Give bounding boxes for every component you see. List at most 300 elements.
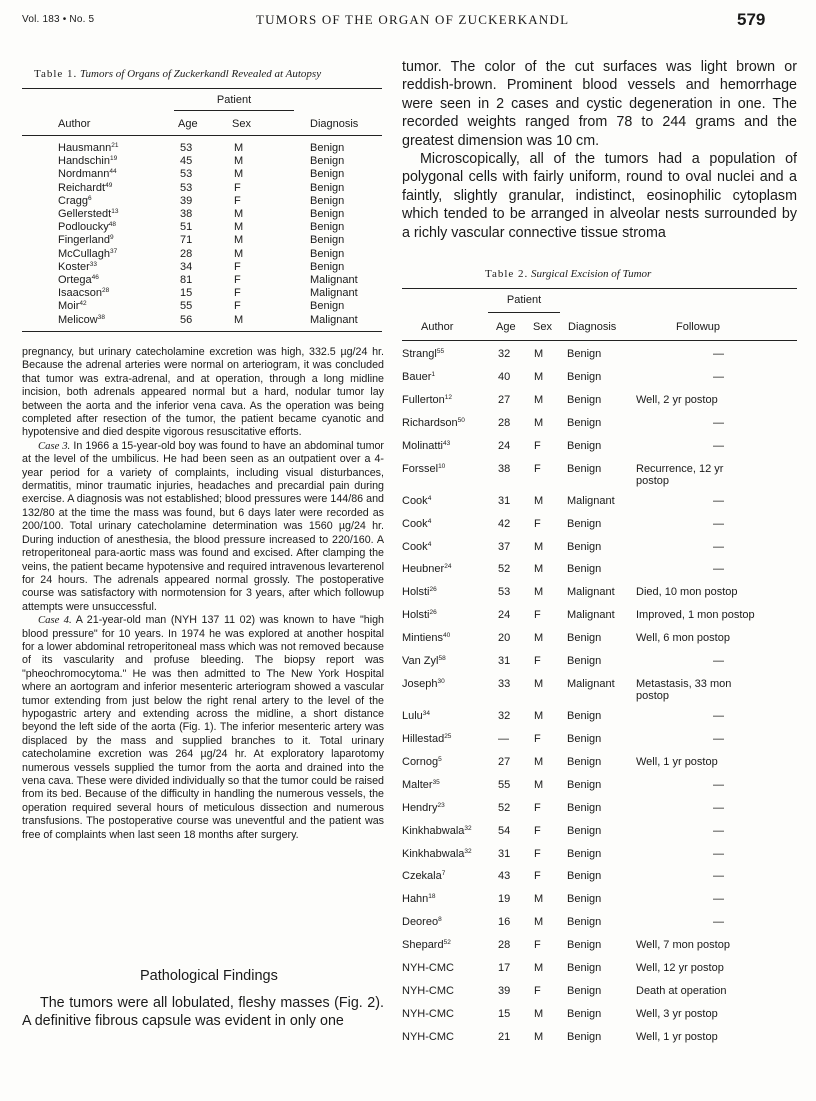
reference-number: 23 — [437, 801, 445, 809]
followup-cell: Improved, 1 mon postop — [636, 609, 755, 622]
diagnosis-cell: Benign — [567, 1007, 602, 1020]
sex-cell: M — [534, 916, 544, 929]
diagnosis-cell: Benign — [567, 962, 602, 974]
author-name: NYH-CMC — [402, 962, 454, 974]
age-cell: 27 — [498, 393, 511, 406]
author-cell — [58, 168, 117, 180]
author-cell — [58, 195, 92, 207]
followup-cell: — — [713, 439, 724, 452]
author-name: Reichardt — [58, 181, 106, 194]
paragraph-case4 — [22, 614, 384, 842]
age-cell: 55 — [180, 300, 193, 313]
diagnosis-cell: Benign — [567, 348, 602, 360]
table2-col-sex: Sex — [533, 321, 552, 333]
pathology-paragraph — [22, 994, 384, 1031]
diagnosis-cell: Malignant — [310, 287, 358, 300]
author-cell — [58, 248, 117, 260]
diagnosis-cell: Benign — [567, 916, 602, 929]
reference-number: 35 — [432, 778, 440, 786]
followup-cell: Well, 6 mon postop — [636, 632, 730, 645]
author-name: Bauer — [402, 370, 432, 383]
table1-row — [0, 195, 400, 208]
author-cell — [402, 893, 436, 905]
author-cell — [402, 916, 442, 928]
sex-cell: M — [534, 632, 544, 645]
sex-cell: M — [534, 893, 544, 906]
sex-cell: F — [534, 939, 541, 952]
author-name: Joseph — [402, 677, 438, 690]
table2-col-followup: Followup — [676, 321, 721, 333]
followup-cell: Recurrence, 12 yr — [636, 462, 724, 475]
diagnosis-cell: Benign — [310, 155, 345, 168]
reference-number: 52 — [443, 939, 451, 947]
reference-number: 48 — [108, 221, 116, 229]
table1-row — [0, 142, 400, 155]
author-name: Isaacson — [58, 287, 103, 300]
reference-number: 12 — [444, 393, 453, 401]
author-cell — [402, 710, 430, 722]
reference-number: 21 — [111, 142, 119, 149]
age-cell: 19 — [498, 893, 511, 906]
age-cell: 52 — [498, 801, 511, 814]
author-cell — [402, 371, 435, 383]
table1-title: Tumors of Organs of Zuckerkandl Revealed at Autopsy — [80, 68, 322, 80]
author-name: NYH-CMC — [402, 1007, 454, 1020]
diagnosis-cell: Malignant — [567, 609, 615, 622]
sex-cell: M — [534, 540, 544, 553]
diagnosis-cell: Benign — [567, 870, 602, 883]
author-name: Cook — [402, 540, 428, 553]
author-name: Cook — [402, 494, 428, 507]
sex-cell: M — [534, 370, 544, 383]
sex-cell: M — [234, 313, 244, 326]
sex-cell: F — [534, 847, 541, 860]
diagnosis-cell: Benign — [567, 733, 602, 745]
diagnosis-cell: Benign — [567, 824, 602, 837]
sex-cell: F — [534, 984, 541, 997]
table1-row — [0, 155, 400, 168]
diagnosis-cell: Benign — [567, 517, 602, 530]
age-cell: 43 — [498, 870, 511, 883]
age-cell: 28 — [180, 247, 193, 260]
author-cell — [58, 300, 87, 312]
diagnosis-cell: Benign — [567, 778, 602, 791]
author-name: Cook — [402, 517, 428, 530]
age-cell: 53 — [498, 586, 511, 599]
followup-cell: — — [713, 540, 724, 553]
table1-row — [0, 300, 400, 313]
author-cell — [402, 463, 445, 475]
author-name: Koster — [58, 260, 90, 273]
author-cell — [402, 1008, 454, 1020]
sex-cell: F — [534, 439, 541, 452]
reference-number: 6 — [87, 194, 92, 202]
author-name: Fullerton — [402, 393, 445, 406]
table1-row — [0, 314, 400, 327]
author-name: Melicow — [58, 313, 98, 326]
paragraph-case2-end: pregnancy, but urinary catecholamine excretion was high, 332.5 µg/24 hr. Because the adrenal arteries were normal on arteriogram, it was concluded that tumor was extra-adrenal, and at operation, through a long midline incision, both adrenals appeared normal but a hard, nodular tumor lay between the aorta and the inferior vena cava. As the operation was being completed after resection of the tumor, the patient became cyanotic and hypotensive and died despite vigorous resuscitative efforts. — [22, 346, 384, 439]
sex-cell: F — [534, 824, 541, 837]
author-cell — [402, 394, 452, 406]
author-cell — [58, 314, 105, 326]
reference-number: 5 — [438, 755, 442, 763]
sex-cell: M — [534, 416, 544, 429]
reference-number: 1 — [431, 370, 435, 378]
followup-cell: — — [713, 847, 724, 860]
reference-number: 32 — [464, 847, 472, 855]
author-name: NYH-CMC — [402, 1030, 454, 1043]
reference-number: 33 — [89, 260, 98, 268]
diagnosis-cell: Malignant — [567, 677, 615, 690]
reference-number: 26 — [429, 586, 437, 594]
sex-cell: M — [234, 221, 244, 234]
reference-number: 44 — [109, 168, 117, 176]
author-cell — [58, 155, 117, 167]
reference-number: 25 — [444, 733, 452, 740]
followup-cell: Well, 2 yr postop — [636, 393, 718, 406]
followup-cell: Metastasis, 33 mon — [636, 677, 732, 690]
author-name: Hausmann — [58, 142, 112, 154]
table2-col-age: Age — [496, 321, 516, 333]
followup-cell: — — [713, 655, 724, 667]
sex-cell: M — [534, 586, 544, 599]
reference-number: 37 — [109, 247, 118, 255]
author-name: Ortega — [58, 274, 92, 286]
author-cell — [402, 939, 451, 951]
followup-cell: Well, 7 mon postop — [636, 939, 730, 952]
diagnosis-cell: Benign — [567, 439, 602, 452]
followup-cell-continued: postop — [636, 474, 670, 487]
age-cell: 20 — [498, 632, 511, 645]
case4-text: A 21-year-old man (NYH 137 11 02) was known to have "high blood pressure" for 10 years. In 1974 he was explored at another hospital for a lower abdominal retroperitoneal mass which was not removed because of its vascularity and profuse bleeding. The biopsy report was "pheochromocytoma." He was then admitted to The New York Hospital where an aortogram and inferior mesenteric arteriogram showed a vascular tumor extending from just below the right renal artery to the level of the hypogastric artery and extending across the midline, a short distance beyond the left side of the aorta (Fig. 1). The inferior mesenteric artery was displaced by the mass and supplied branches to it. Total urinary catecholamine excretion was 264 µg/24 hr. At exploratory laparotomy numerous vessels supplied the tumor from the aorta and drained into the vena cava. These were divided individually so that the tumor could be raised from its bed. Because of the difficulty in handling the numerous vessels, the operation required several hours of meticulous dissection and numerous transfusions. The postoperative course was uneventful and the patient was free of complaints when last seen 18 months after surgery. — [22, 614, 384, 841]
reference-number: 10 — [438, 462, 446, 470]
diagnosis-cell: Malignant — [310, 274, 358, 286]
age-cell: 33 — [498, 677, 511, 690]
section-heading: Pathological Findings — [140, 968, 278, 984]
age-cell: 32 — [498, 348, 511, 360]
age-cell: 28 — [498, 416, 511, 429]
author-cell — [58, 182, 112, 194]
author-cell — [402, 586, 437, 598]
reference-number: 18 — [428, 893, 436, 901]
age-cell: 24 — [498, 439, 511, 452]
table1-row — [0, 234, 400, 247]
diagnosis-cell: Benign — [567, 655, 602, 667]
author-name: Kinkhabwala — [402, 847, 465, 860]
age-cell: 53 — [180, 142, 193, 154]
running-title: TUMORS OF THE ORGAN OF ZUCKERKANDL — [256, 12, 570, 27]
table1-bottom-rule — [22, 331, 382, 332]
table1-top-rule — [22, 88, 382, 89]
case3-label: Case 3. — [38, 439, 71, 452]
age-cell: 40 — [498, 370, 511, 383]
right-paragraph-2: Microscopically, all of the tumors had a population of polygonal cells with fairly uniform, round to oval nuclei and a faintly, slightly granular, indistinct, eosinophilic cytoplasm which tended to be arranged in alveolar nests surrounded by a richly vascular connective tissue stroma — [402, 151, 797, 241]
author-cell — [402, 348, 444, 360]
sex-cell: M — [534, 1030, 544, 1043]
table1-row — [0, 208, 400, 221]
author-cell — [402, 733, 451, 745]
table1-col-diagnosis: Diagnosis — [310, 118, 359, 130]
followup-cell: — — [713, 416, 724, 429]
author-name: Cragg — [58, 194, 88, 207]
diagnosis-cell: Benign — [567, 1030, 602, 1043]
age-cell: 31 — [498, 655, 511, 667]
author-name: Shepard — [402, 939, 444, 952]
followup-cell: — — [713, 824, 724, 837]
table1-row — [0, 261, 400, 274]
followup-cell: — — [713, 893, 724, 906]
age-cell: 53 — [180, 181, 193, 194]
reference-number: 8 — [438, 916, 442, 924]
followup-cell: — — [713, 733, 724, 745]
author-name: Podloucky — [58, 221, 109, 234]
age-cell: 39 — [180, 194, 193, 207]
sex-cell: F — [534, 870, 541, 883]
author-name: Strangl — [402, 348, 437, 360]
age-cell: 51 — [180, 221, 193, 234]
author-cell — [58, 221, 116, 233]
followup-cell: Died, 10 mon postop — [636, 586, 738, 599]
age-cell: 21 — [498, 1030, 511, 1043]
author-cell — [402, 563, 451, 575]
table1-label: Table 1. — [34, 68, 78, 80]
author-cell — [58, 274, 99, 286]
sex-cell: M — [534, 710, 544, 723]
sex-cell: M — [534, 494, 544, 507]
paragraph-case3 — [22, 440, 384, 614]
diagnosis-cell: Benign — [310, 194, 345, 207]
author-cell — [402, 1031, 454, 1043]
age-cell: 15 — [180, 287, 193, 300]
sex-cell: M — [234, 168, 244, 181]
author-name: Richardson — [402, 416, 458, 429]
age-cell: 16 — [498, 916, 511, 929]
diagnosis-cell: Benign — [567, 393, 602, 406]
author-name: Forssel — [402, 462, 439, 475]
followup-cell: — — [713, 710, 724, 723]
age-cell: 55 — [498, 778, 511, 791]
sex-cell: F — [234, 287, 241, 300]
sex-cell: F — [234, 300, 241, 313]
author-cell — [402, 848, 472, 860]
reference-number: 4 — [427, 517, 432, 525]
reference-number: 4 — [427, 494, 432, 502]
age-cell: 15 — [498, 1007, 511, 1020]
sex-cell: F — [534, 801, 541, 814]
sex-cell: M — [534, 962, 544, 974]
reference-number: 58 — [438, 655, 446, 662]
followup-cell: Death at operation — [636, 984, 727, 997]
followup-cell: — — [713, 494, 724, 507]
table2-label: Table 2. — [485, 268, 529, 280]
sex-cell: M — [534, 778, 544, 791]
sex-cell: F — [534, 609, 541, 622]
right-paragraph-1: tumor. The color of the cut surfaces was light brown or reddish-brown. Prominent blood vessels and hemorrhage were seen in 2 cases and cystic degeneration in one. The recorded weights ranged from 78 to 244 grams and the greatest dimension was 10 cm. — [402, 59, 797, 149]
reference-number: 24 — [444, 563, 452, 571]
table1-col-author: Author — [58, 118, 91, 130]
diagnosis-cell: Benign — [310, 300, 345, 313]
diagnosis-cell: Benign — [567, 540, 602, 553]
sex-cell: F — [234, 181, 241, 194]
followup-cell: Well, 3 yr postop — [636, 1007, 718, 1020]
reference-number: 13 — [111, 208, 119, 215]
table2-col-author: Author — [421, 321, 454, 333]
followup-cell: — — [713, 801, 724, 814]
diagnosis-cell: Benign — [310, 247, 345, 260]
reference-number: 30 — [437, 677, 445, 685]
table1-col-sex: Sex — [232, 118, 251, 130]
author-cell — [402, 440, 450, 452]
age-cell: 52 — [498, 563, 511, 576]
table1-group-rule — [174, 110, 294, 111]
author-cell — [402, 985, 454, 997]
reference-number: 42 — [79, 300, 87, 308]
author-cell — [402, 518, 431, 530]
followup-cell: Well, 1 yr postop — [636, 1030, 718, 1043]
diagnosis-cell: Benign — [310, 208, 345, 220]
age-cell: 37 — [498, 540, 511, 553]
diagnosis-cell: Benign — [310, 142, 345, 154]
table1-row — [0, 287, 400, 300]
sex-cell: M — [534, 348, 544, 360]
author-cell — [402, 609, 437, 621]
author-name: Fingerland — [58, 234, 110, 247]
table2-col-diagnosis: Diagnosis — [568, 321, 617, 333]
reference-number: 32 — [464, 824, 472, 832]
author-name: NYH-CMC — [402, 984, 454, 997]
sex-cell: F — [234, 274, 241, 286]
reference-number: 38 — [97, 313, 105, 321]
diagnosis-cell: Benign — [310, 234, 345, 247]
author-cell — [402, 870, 445, 882]
reference-number: 43 — [442, 439, 451, 447]
followup-cell: — — [713, 348, 724, 360]
author-cell — [58, 261, 97, 273]
sex-cell: F — [234, 194, 241, 207]
author-cell — [402, 756, 442, 768]
table1-row — [0, 274, 400, 287]
author-cell — [402, 541, 431, 553]
diagnosis-cell: Benign — [567, 462, 602, 475]
diagnosis-cell: Benign — [310, 260, 345, 273]
author-name: Holsti — [402, 609, 430, 622]
author-name: Holsti — [402, 586, 430, 599]
author-cell — [58, 208, 118, 220]
author-name: Deoreo — [402, 916, 439, 929]
age-cell: 71 — [180, 234, 193, 247]
followup-cell: — — [713, 563, 724, 576]
author-cell — [402, 655, 446, 667]
author-name: Handschin — [58, 155, 110, 168]
diagnosis-cell: Malignant — [567, 586, 615, 599]
followup-cell: — — [713, 870, 724, 883]
author-cell — [58, 142, 118, 154]
followup-cell: — — [713, 370, 724, 383]
age-cell: 81 — [180, 274, 193, 286]
diagnosis-cell: Benign — [567, 755, 602, 768]
reference-number: 9 — [109, 234, 114, 242]
author-name: Molinatti — [402, 439, 443, 452]
sex-cell: M — [534, 755, 544, 768]
age-cell: 53 — [180, 168, 193, 181]
page-number: 579 — [737, 10, 766, 29]
author-name: Hahn — [402, 893, 429, 906]
diagnosis-cell: Benign — [567, 984, 602, 997]
table2-group-header: Patient — [506, 294, 542, 306]
diagnosis-cell: Benign — [567, 847, 602, 860]
sex-cell: M — [234, 247, 244, 260]
diagnosis-cell: Benign — [567, 710, 602, 723]
author-cell — [402, 417, 465, 429]
diagnosis-cell: Benign — [567, 632, 602, 645]
diagnosis-cell: Benign — [310, 221, 345, 234]
author-name: McCullagh — [58, 247, 110, 260]
sex-cell: F — [534, 462, 541, 475]
author-cell — [402, 825, 472, 837]
table1-caption — [34, 68, 321, 80]
reference-number: 55 — [436, 348, 445, 355]
diagnosis-cell: Benign — [567, 416, 602, 429]
table2-group-rule — [488, 312, 560, 313]
diagnosis-cell: Benign — [567, 370, 602, 383]
age-cell: 38 — [180, 208, 193, 220]
sex-cell: M — [234, 142, 244, 154]
sex-cell: M — [234, 155, 244, 168]
age-cell: 38 — [498, 462, 511, 475]
reference-number: 19 — [109, 155, 118, 163]
reference-number: 50 — [457, 416, 465, 424]
reference-number: 28 — [102, 287, 110, 295]
followup-cell: — — [713, 778, 724, 791]
age-cell: 24 — [498, 609, 511, 622]
table2-title: Surgical Excision of Tumor — [531, 268, 652, 280]
author-name: Heubner — [402, 563, 445, 576]
age-cell: 31 — [498, 494, 511, 507]
author-name: Gellerstedt — [58, 208, 112, 220]
age-cell: 56 — [180, 313, 193, 326]
author-name: Mintiens — [402, 632, 443, 645]
sex-cell: F — [234, 260, 241, 273]
diagnosis-cell: Benign — [310, 168, 345, 181]
diagnosis-cell: Malignant — [567, 494, 615, 507]
author-cell — [402, 632, 450, 644]
diagnosis-cell: Malignant — [310, 313, 358, 326]
table2-caption — [485, 268, 651, 280]
diagnosis-cell: Benign — [310, 181, 345, 194]
left-column-text — [22, 346, 384, 842]
table1-row — [0, 221, 400, 234]
author-cell — [402, 678, 445, 690]
diagnosis-cell: Benign — [567, 801, 602, 814]
case3-text: In 1966 a 15-year-old boy was found to have an abdominal tumor at the level of the umbilicus. He had been seen as an outpatient over a 4-year period for a variety of complaints, including visual disturbances, dermatitis, minor traumatic injuries, headaches and precardial pain during exercise. A diagnosis was not established; blood pressures were 144/86 and 132/80 at the time the mass was found, but 6 days later were recorded as 200/100. Total urinary catecholamine determination was 1560 µg/24 hr. During induction of anesthesia, the blood pressure increased to 220/160. A retroperitoneal para-aortic mass was found and excised. After clamping the veins, the patient became hypotensive and required intravenous levarterenol for 24 hours. The adrenals appeared normal grossly. The postoperative course was satisfactory with normotension for 3 years, after which followup attempts were unsuccessful. — [22, 439, 384, 613]
author-cell — [402, 802, 445, 814]
age-cell: 54 — [498, 824, 511, 837]
author-name: Malter — [402, 778, 433, 791]
table1-row — [0, 168, 400, 181]
reference-number: 46 — [91, 274, 99, 281]
reference-number: 34 — [422, 710, 431, 718]
sex-cell: M — [234, 234, 244, 247]
sex-cell: F — [534, 517, 541, 530]
table1-row — [0, 182, 400, 195]
diagnosis-cell: Benign — [567, 563, 602, 576]
age-cell: — — [498, 733, 509, 745]
age-cell: 28 — [498, 939, 511, 952]
sex-cell: M — [534, 393, 544, 406]
followup-cell: — — [713, 517, 724, 530]
reference-number: 26 — [429, 609, 437, 617]
author-name: Kinkhabwala — [402, 824, 465, 837]
